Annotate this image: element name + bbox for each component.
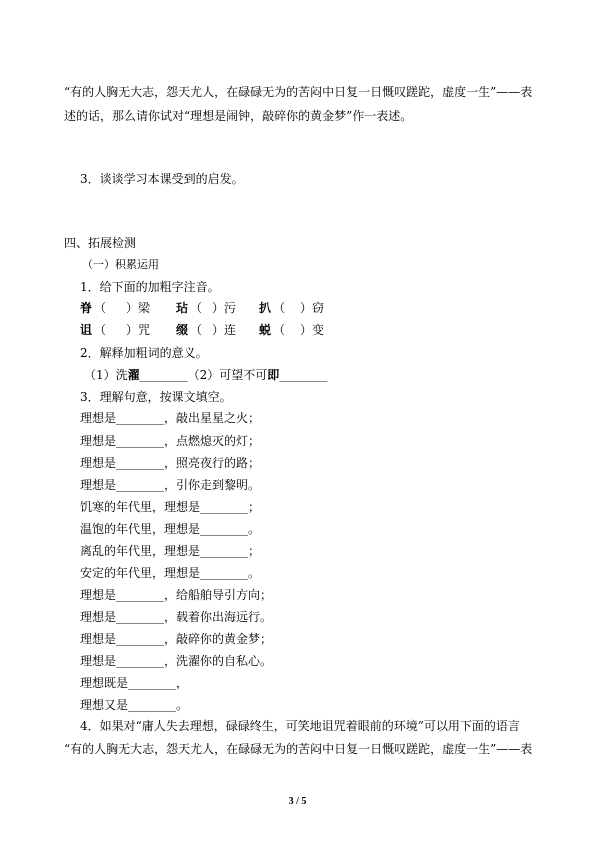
paren-open: （ (94, 301, 107, 315)
paren-close: ）连 (212, 323, 237, 337)
question-3-fill: 3．理解句意，按课文填空。 (80, 390, 232, 404)
poem-line: 理想既是________， (80, 676, 189, 690)
paren-close: ）变 (300, 323, 325, 337)
bold-char: 脊 (80, 301, 93, 315)
text-line: 述的话，那么请你试对“理想是闹钟，敲碎你的黄金梦”作一表述。 (64, 109, 413, 123)
question-1: 1．给下面的加粗字注音。 (80, 280, 220, 294)
item-text: ________（2）可望不可 (139, 368, 268, 382)
poem-line: 温饱的年代里，理想是________。 (80, 522, 261, 536)
paren-close: ）梁 (126, 301, 151, 315)
question-4: 4．如果对“庸人失去理想，碌碌终生，可笑地诅咒着眼前的环境”可以用下面的语言 (80, 719, 520, 733)
item-text: ________ (279, 368, 328, 382)
poem-line: 安定的年代里，理想是________。 (80, 566, 261, 580)
question-4-cont: “有的人胸无大志，怨天尤人，在碌碌无为的苦闷中日复一日慨叹蹉跎，虚度一生”——表 (64, 742, 533, 756)
section-title: 四、拓展检测 (64, 236, 137, 250)
paren-close: ）咒 (126, 323, 151, 337)
paren-open: （ (94, 323, 107, 337)
paren-close: ）窃 (300, 301, 325, 315)
poem-line: 饥寒的年代里，理想是________； (80, 500, 261, 514)
item-text: （1）洗 (84, 368, 128, 382)
bold-char: 玷 (176, 301, 189, 315)
poem-line: 理想是________，照亮夜行的路； (80, 456, 261, 470)
bold-char: 濯 (127, 368, 140, 382)
question-2-items (84, 367, 327, 383)
poem-line: 理想又是________。 (80, 698, 189, 712)
poem-line: 理想是________，点燃熄灭的灯； (80, 434, 261, 448)
poem-line: 理想是________，给船舶导引方向； (80, 588, 273, 602)
poem-line: 离乱的年代里，理想是________； (80, 544, 261, 558)
paren-open: （ (190, 323, 203, 337)
bold-char: 即 (267, 368, 280, 382)
paren-open: （ (273, 323, 286, 337)
bold-char: 缀 (176, 323, 189, 337)
bold-char: 诅 (80, 323, 93, 337)
subsection-title: （一）积累运用 (82, 258, 159, 271)
question-3: 3．谈谈学习本课受到的启发。 (80, 172, 244, 186)
poem-line: 理想是________，敲出星星之火； (80, 411, 261, 425)
paren-open: （ (190, 301, 203, 315)
poem-line: 理想是________，引你走到黎明。 (80, 478, 261, 492)
question-2: 2．解释加粗词的意义。 (80, 346, 208, 360)
poem-line: 理想是________，敲碎你的黄金梦； (80, 632, 273, 646)
bold-char: 扒 (259, 301, 272, 315)
page-number: 3 / 5 (288, 796, 307, 807)
bold-char: 蜕 (259, 323, 272, 337)
text-line: “有的人胸无大志，怨天尤人，在碌碌无为的苦闷中日复一日慨叹蹉跎，虚度一生”——表 (64, 85, 533, 99)
paren-close: ）污 (212, 301, 237, 315)
paren-open: （ (273, 301, 286, 315)
poem-line: 理想是________，洗濯你的自私心。 (80, 654, 273, 668)
poem-line: 理想是________，载着你出海远行。 (80, 610, 273, 624)
